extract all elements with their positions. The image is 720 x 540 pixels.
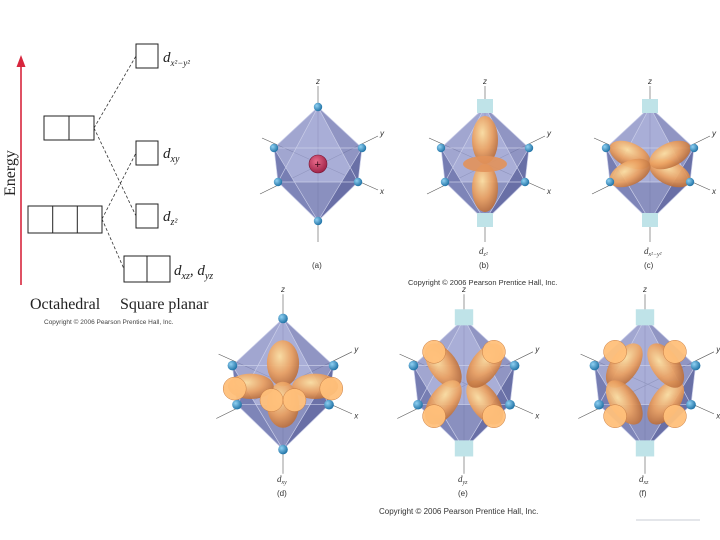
level-label-dz2: $d_{z^2}$: [163, 209, 178, 228]
orbital-caption: [277, 474, 287, 486]
removed-ligand-marker: [636, 309, 654, 325]
orbital-panel-2: [427, 77, 552, 270]
removed-ligand-marker: [455, 309, 473, 325]
x-axis-label: x: [354, 411, 359, 421]
ligand: [409, 361, 419, 371]
removed-ligand-marker: [477, 99, 493, 113]
removed-ligand-marker: [455, 440, 473, 456]
z-axis-label: z: [483, 77, 487, 86]
orbital-caption-sub: xy: [281, 480, 287, 486]
orbital-panel-4: [216, 285, 359, 498]
ligand: [510, 361, 520, 371]
square-planar-dxz-dyz-box: [124, 256, 170, 282]
orbital-caption-d: d: [458, 474, 463, 484]
y-axis-label: y: [716, 344, 720, 354]
y-axis-label: y: [380, 129, 384, 138]
x-axis-label: x: [380, 187, 384, 196]
ligand: [329, 361, 339, 371]
ligand: [590, 361, 600, 371]
y-axis-label: y: [535, 344, 540, 354]
square-planar-dxy-box: [136, 141, 158, 165]
energy-diagram: [2, 44, 213, 326]
orbital-caption-sub: z²: [483, 252, 488, 258]
orbital-caption-sub: xz: [643, 480, 649, 486]
ligand: [228, 361, 238, 371]
removed-ligand-marker: [636, 440, 654, 456]
ligand: [354, 178, 362, 186]
orbital-caption-sub: x²−y²: [648, 252, 662, 258]
ligand: [314, 217, 322, 225]
x-axis-label: x: [535, 411, 540, 421]
ligand: [324, 400, 334, 410]
octahedral-label: Octahedral: [30, 296, 101, 313]
ligand: [278, 445, 288, 455]
ligand: [278, 314, 288, 324]
ligand: [690, 144, 698, 152]
orbital-lobe-tip: [423, 405, 446, 428]
orbital-panel-6: [578, 285, 720, 498]
ligand: [521, 178, 529, 186]
orbital-lobe-tip: [283, 389, 306, 412]
y-axis-label: y: [354, 344, 359, 354]
x-axis-label: x: [712, 187, 716, 196]
energy-axis-label: Energy: [2, 150, 19, 196]
ligand: [691, 361, 701, 371]
panel-letter: (a): [312, 261, 322, 270]
y-axis-label: y: [547, 129, 551, 138]
orbital-panel-5: [397, 285, 540, 498]
orbital-lobe: [267, 340, 299, 386]
x-axis-label: x: [716, 411, 720, 421]
z-axis-label: z: [648, 77, 652, 86]
ligand: [441, 178, 449, 186]
orbital-lobe-tip: [604, 405, 627, 428]
correlation-lines: [94, 56, 136, 269]
square-planar-dz2-box: [136, 204, 158, 228]
energy-arrow-head: [17, 55, 26, 67]
panel-letter: (c): [644, 261, 654, 270]
panel-letter: (e): [458, 489, 468, 498]
orbital-lobe-tip: [320, 377, 343, 400]
level-label-dxy: $d_{xy}$: [163, 146, 180, 165]
orbital-caption-d: d: [479, 246, 484, 256]
orbital-caption-d: d: [644, 246, 649, 256]
square-planar-label: Square planar: [120, 296, 209, 313]
orbital-lobe-tip: [223, 377, 246, 400]
level-label-dx2y2: $d_{x^2-y^2}$: [163, 50, 190, 68]
ligand: [686, 178, 694, 186]
orbital-panel-1: [260, 77, 385, 270]
orbital-caption-d: d: [277, 474, 282, 484]
orbital-lobe-tip: [482, 405, 505, 428]
removed-ligand-marker: [477, 213, 493, 227]
metal-charge: +: [314, 159, 321, 171]
orbital-caption-d: d: [639, 474, 644, 484]
z-axis-label: z: [281, 285, 285, 294]
z-axis-label: z: [316, 77, 320, 86]
ligand: [274, 178, 282, 186]
orbital-caption: [639, 474, 649, 486]
z-axis-label: z: [462, 285, 466, 294]
ligand: [437, 144, 445, 152]
ligand: [505, 400, 515, 410]
square-planar-dx2y2-box: [136, 44, 158, 68]
orbital-lobe-tip: [260, 389, 283, 412]
z-axis-label: z: [643, 285, 647, 294]
ligand: [594, 400, 604, 410]
panel-letter: (f): [639, 489, 647, 498]
ligand: [602, 144, 610, 152]
orbital-torus: [463, 156, 507, 172]
bottom-copyright: Copyright © 2006 Pearson Prentice Hall, Inc.: [379, 507, 539, 516]
panel-letter: (d): [277, 489, 287, 498]
ligand: [413, 400, 423, 410]
orbital-caption: [458, 474, 468, 486]
orbital-lobe-tip: [482, 340, 505, 363]
orbital-lobe-tip: [663, 340, 686, 363]
ligand: [232, 400, 242, 410]
x-axis-label: x: [547, 187, 551, 196]
panel-letter: (b): [479, 261, 489, 270]
ligand: [525, 144, 533, 152]
level-label-dxz-dyz: $d_{xz}$, $d_{yz}$: [174, 263, 214, 282]
octahedral-t2g-level: [28, 206, 102, 233]
orbital-panels: [216, 77, 720, 498]
orbital-lobe-tip: [663, 405, 686, 428]
y-axis-label: y: [712, 129, 716, 138]
removed-ligand-marker: [642, 99, 658, 113]
orbital-caption: [644, 246, 662, 258]
orbital-panel-3: [592, 77, 717, 270]
octahedral-eg-level: [44, 116, 94, 140]
ligand: [270, 144, 278, 152]
orbital-lobe-tip: [423, 340, 446, 363]
top-copyright: Copyright © 2006 Pearson Prentice Hall, Inc.: [408, 278, 558, 287]
ligand: [686, 400, 696, 410]
ligand: [606, 178, 614, 186]
orbital-lobe-tip: [604, 340, 627, 363]
orbital-caption-sub: yz: [462, 480, 468, 486]
removed-ligand-marker: [642, 213, 658, 227]
energy-diagram-copyright: Copyright © 2006 Pearson Prentice Hall, Inc.: [44, 319, 174, 326]
orbital-caption: [479, 246, 488, 258]
ligand: [358, 144, 366, 152]
ligand: [314, 103, 322, 111]
